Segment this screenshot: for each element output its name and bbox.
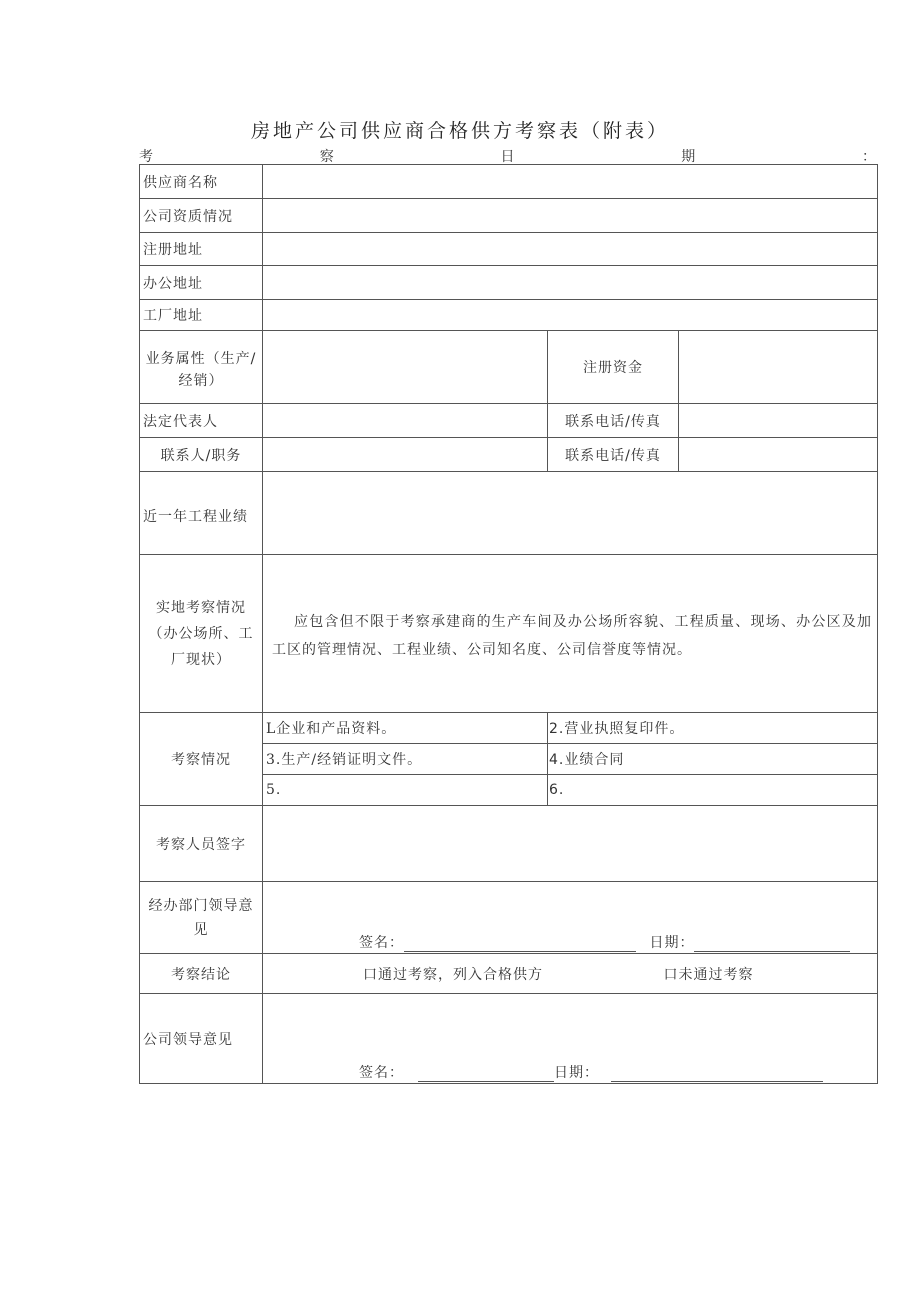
inspection-date-line [139, 146, 876, 164]
date-char-1: 考 [139, 149, 153, 165]
field-reg-capital[interactable] [679, 331, 878, 404]
site-inspection-note: 应包含但不限于考察承建商的生产车间及办公场所容貌、工程质量、现场、办公区及加工区的管理情况、工程业绩、公司知名度、公司信誉度等情况。 [272, 613, 872, 658]
inspection-item-5: 5. [263, 775, 548, 806]
company-sign-label: 签名： [359, 1065, 404, 1081]
field-recent-performance[interactable] [263, 472, 878, 555]
label-inspection-status: 考察情况 [140, 713, 263, 806]
label-site-inspection: 实地考察情况（办公场所、工厂现状） [140, 555, 263, 713]
field-reg-address[interactable] [263, 233, 878, 266]
inspection-item-2: 2.营业执照复印件。 [548, 713, 878, 744]
field-dept-opinion[interactable] [263, 882, 878, 954]
dept-date-label: 日期： [649, 935, 695, 951]
field-company-opinion[interactable] [263, 994, 878, 1084]
label-company-opinion: 公司领导意见 [140, 994, 263, 1084]
label-reg-capital: 注册资金 [548, 331, 679, 404]
company-date-line[interactable] [611, 1067, 823, 1082]
label-supplier-name: 供应商名称 [140, 165, 263, 199]
field-office-address[interactable] [263, 266, 878, 300]
inspection-item-3: 3.生产/经销证明文件。 [263, 744, 548, 775]
inspection-item-4: 4.业绩合同 [548, 744, 878, 775]
label-conclusion: 考察结论 [140, 954, 263, 994]
label-business-type: 业务属性（生产/经销） [140, 331, 263, 404]
label-contact-title: 联系人/职务 [140, 438, 263, 472]
label-recent-performance: 近一年工程业绩 [140, 472, 263, 555]
field-factory-address[interactable] [263, 300, 878, 331]
supplier-inspection-table [139, 164, 878, 1084]
field-legal-rep[interactable] [263, 404, 548, 438]
field-business-type[interactable] [263, 331, 548, 404]
date-char-2: 察 [319, 149, 334, 165]
field-phone-fax-1[interactable] [679, 404, 878, 438]
dept-sign-line[interactable] [404, 937, 636, 952]
field-site-inspection[interactable] [263, 555, 878, 713]
label-legal-rep: 法定代表人 [140, 404, 263, 438]
company-sign-line[interactable] [418, 1067, 554, 1082]
date-char-5: ： [862, 149, 876, 165]
checkbox-pass[interactable]: 口通过考察，列入合格供方 [363, 966, 543, 983]
field-inspector-sign[interactable] [263, 806, 878, 882]
field-qualification[interactable] [263, 199, 878, 233]
field-phone-fax-2[interactable] [679, 438, 878, 472]
label-phone-fax-1: 联系电话/传真 [548, 404, 679, 438]
label-phone-fax-2: 联系电话/传真 [548, 438, 679, 472]
dept-sign-label: 签名： [359, 935, 404, 951]
label-dept-opinion: 经办部门领导意见 [140, 882, 263, 954]
label-factory-address: 工厂地址 [140, 300, 263, 331]
company-date-label: 日期： [554, 1065, 599, 1081]
date-char-3: 日 [500, 149, 515, 165]
company-signature-row [359, 1062, 877, 1082]
inspection-item-6: 6. [548, 775, 878, 806]
label-reg-address: 注册地址 [140, 233, 263, 266]
date-char-4: 期 [681, 149, 696, 165]
dept-signature-row [359, 932, 877, 952]
form-title: 房地产公司供应商合格供方考察表（附表） [250, 120, 669, 142]
label-qualification: 公司资质情况 [140, 199, 263, 233]
field-supplier-name[interactable] [263, 165, 878, 199]
inspection-item-1: L企业和产品资料。 [263, 713, 548, 744]
field-contact-title[interactable] [263, 438, 548, 472]
label-office-address: 办公地址 [140, 266, 263, 300]
checkbox-fail[interactable]: 口未通过考察 [663, 966, 754, 983]
label-inspector-sign: 考察人员签字 [140, 806, 263, 882]
field-conclusion [263, 954, 878, 994]
dept-date-line[interactable] [694, 937, 850, 952]
